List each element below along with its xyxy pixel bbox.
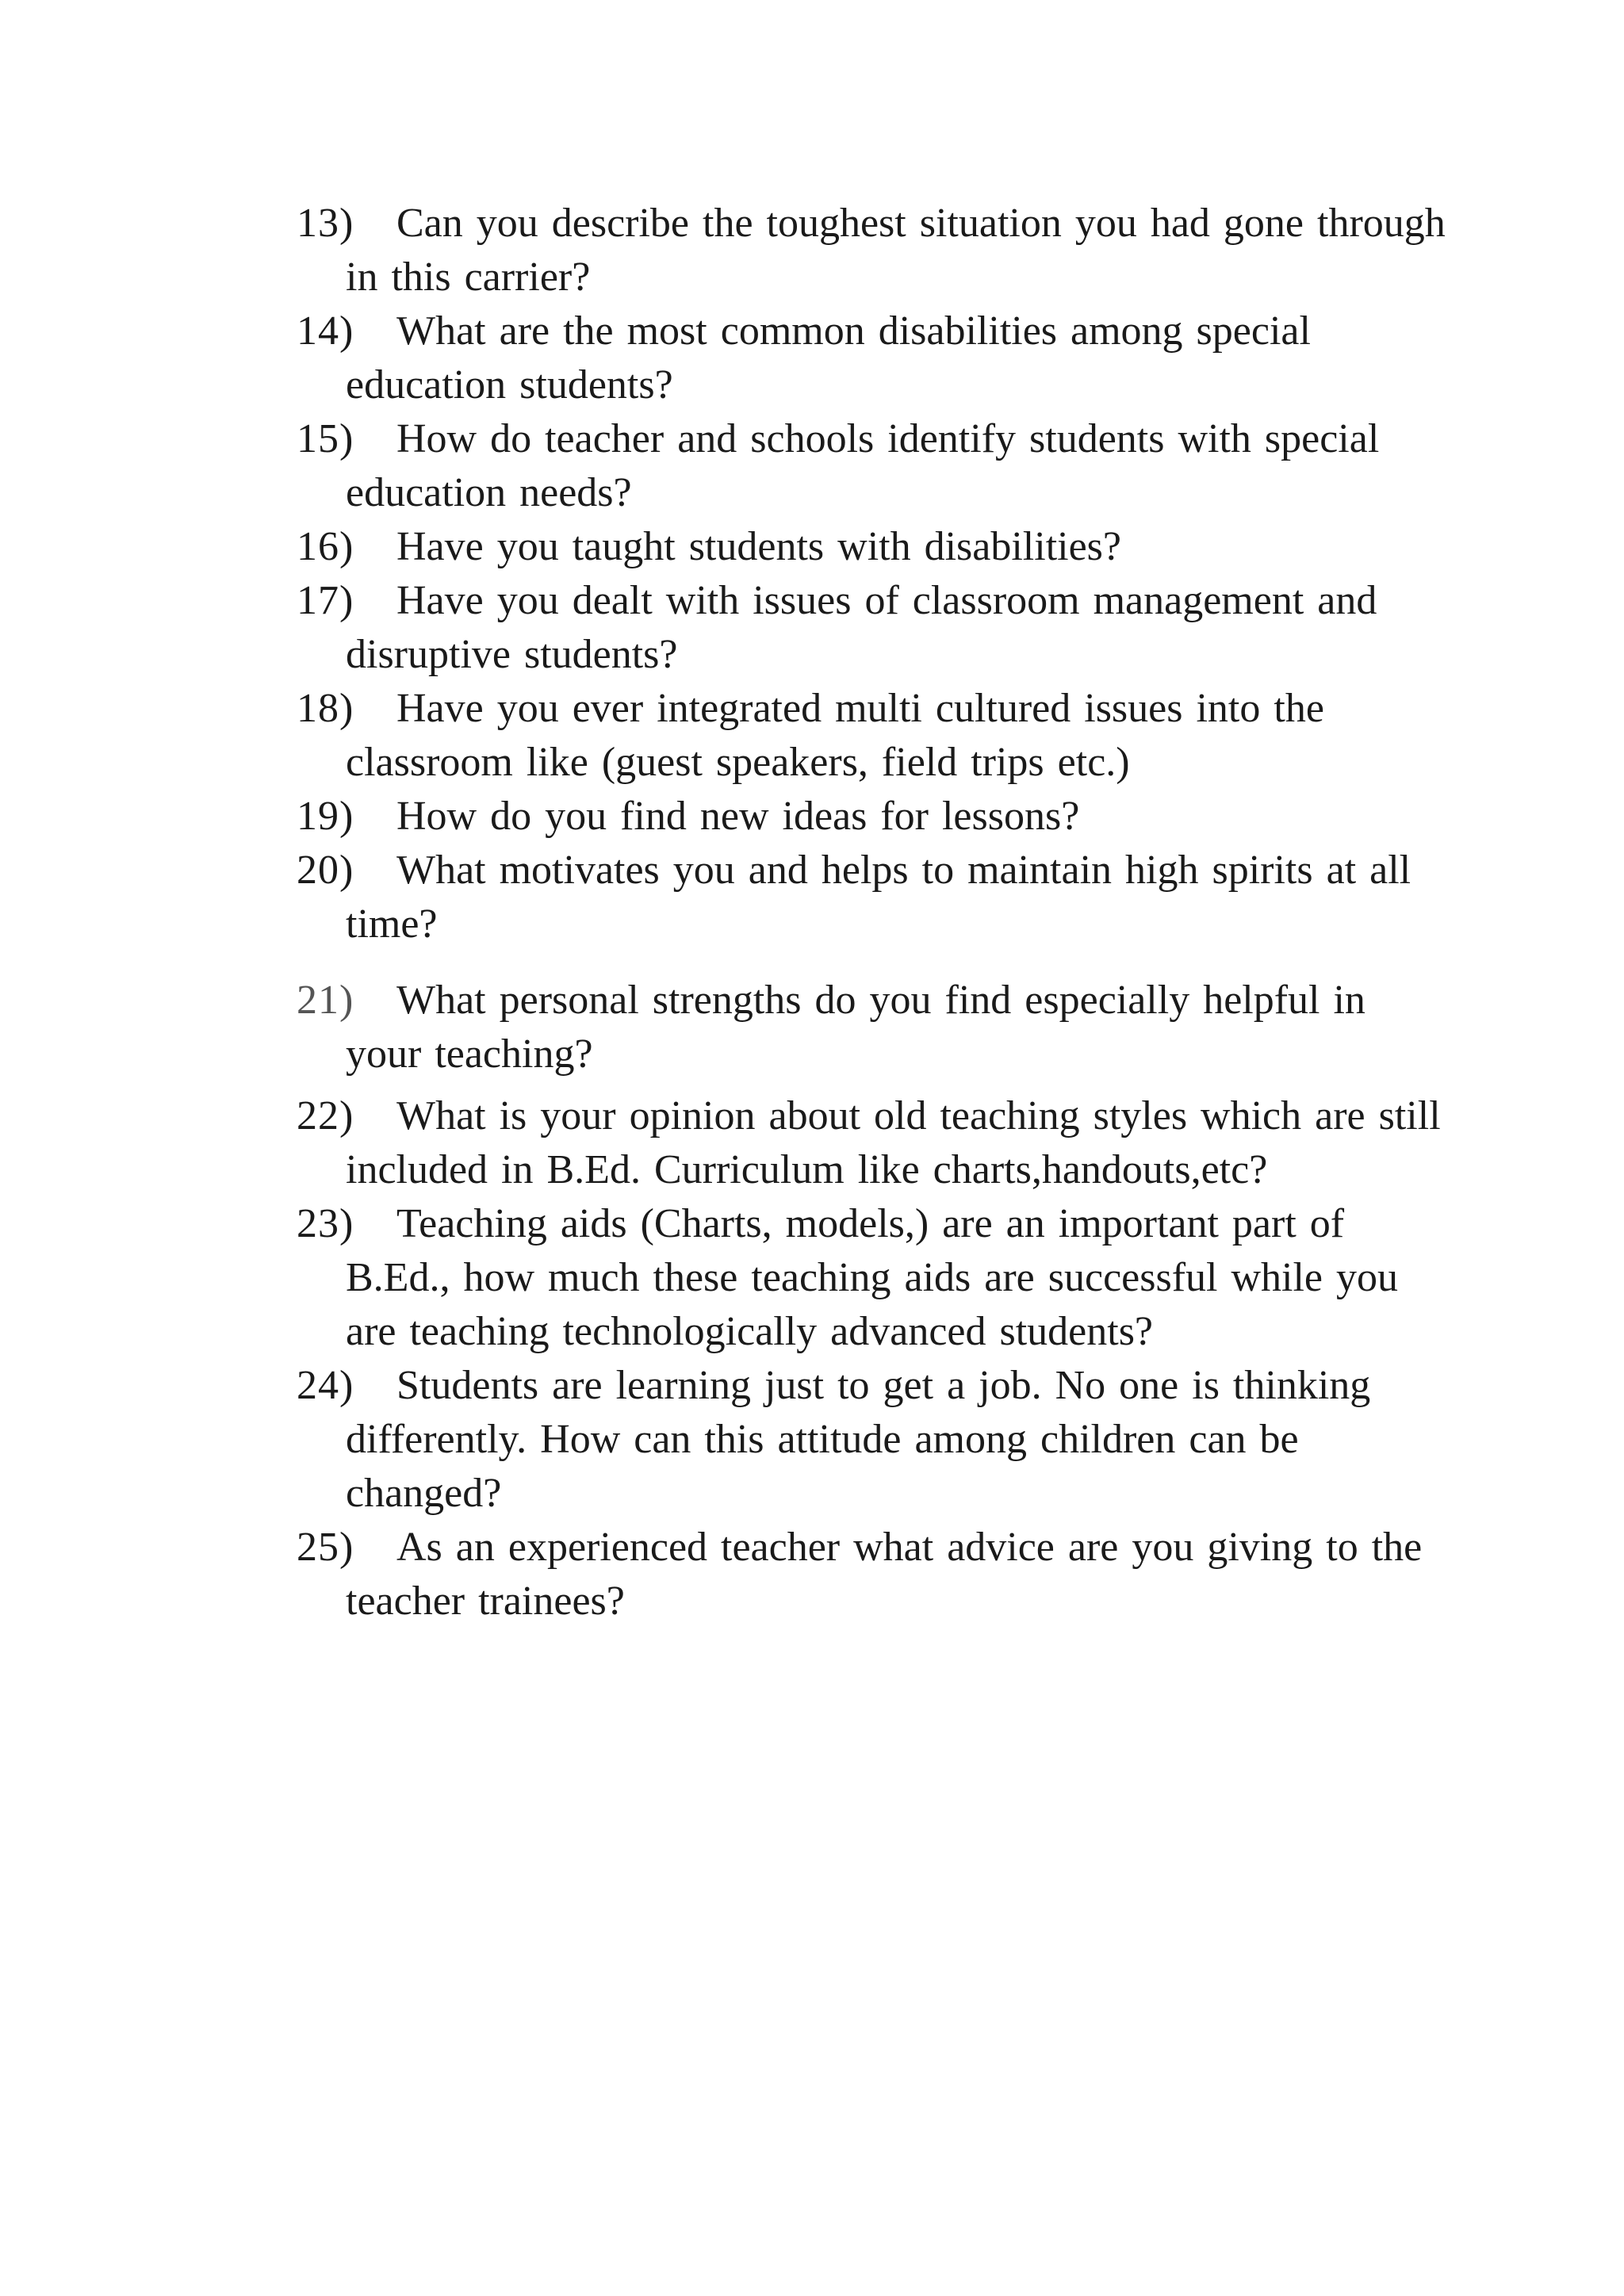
question-item-15 — [297, 412, 1454, 520]
question-item-17 — [297, 574, 1454, 682]
question-number: 14) — [297, 308, 354, 354]
question-text: How do teacher and schools identify students with special education needs? — [346, 416, 1380, 515]
question-text: Students are learning just to get a job. No one is thinking differently. How can this attitude among children can be changed? — [346, 1363, 1371, 1516]
question-number: 16) — [297, 524, 354, 569]
question-list — [297, 197, 1454, 1628]
question-item-23 — [297, 1197, 1454, 1359]
question-item-20 — [297, 844, 1454, 951]
question-item-25 — [297, 1521, 1454, 1628]
question-number: 21) — [297, 978, 354, 1023]
question-item-16 — [297, 520, 1454, 574]
question-text: What personal strengths do you find especially helpful in your teaching? — [346, 978, 1365, 1077]
question-item-18 — [297, 682, 1454, 790]
question-item-22 — [297, 1089, 1454, 1197]
question-text: Have you taught students with disabilities? — [396, 524, 1121, 569]
question-number: 25) — [297, 1525, 354, 1570]
question-number: 18) — [297, 686, 354, 731]
question-number: 20) — [297, 848, 354, 893]
question-text: Have you dealt with issues of classroom management and disruptive students? — [346, 578, 1377, 677]
question-number: 13) — [297, 201, 354, 246]
question-number: 19) — [297, 794, 354, 839]
question-text: Teaching aids (Charts, models,) are an important part of B.Ed., how much these teaching aids are successful while you are teaching technologically advanced students? — [346, 1201, 1398, 1354]
question-text: As an experienced teacher what advice are you giving to the teacher trainees? — [346, 1525, 1423, 1624]
question-number: 22) — [297, 1093, 354, 1138]
question-text: Can you describe the toughest situation you had gone through in this carrier? — [346, 201, 1446, 300]
question-number: 17) — [297, 578, 354, 623]
question-text: How do you find new ideas for lessons? — [396, 794, 1080, 839]
question-text: What is your opinion about old teaching styles which are still included in B.Ed. Curriculum like charts,handouts,etc? — [346, 1093, 1441, 1192]
question-item-19 — [297, 790, 1454, 844]
question-number: 24) — [297, 1363, 354, 1408]
question-text: What motivates you and helps to maintain high spirits at all time? — [346, 848, 1411, 947]
question-number: 15) — [297, 416, 354, 461]
question-text: Have you ever integrated multi cultured issues into the classroom like (guest speakers, field trips etc.) — [346, 686, 1324, 785]
question-number: 23) — [297, 1201, 354, 1246]
question-item-14 — [297, 304, 1454, 412]
question-text: What are the most common disabilities among special education students? — [346, 308, 1311, 408]
question-item-13 — [297, 197, 1454, 304]
question-item-24 — [297, 1359, 1454, 1521]
question-item-21 — [297, 974, 1454, 1081]
